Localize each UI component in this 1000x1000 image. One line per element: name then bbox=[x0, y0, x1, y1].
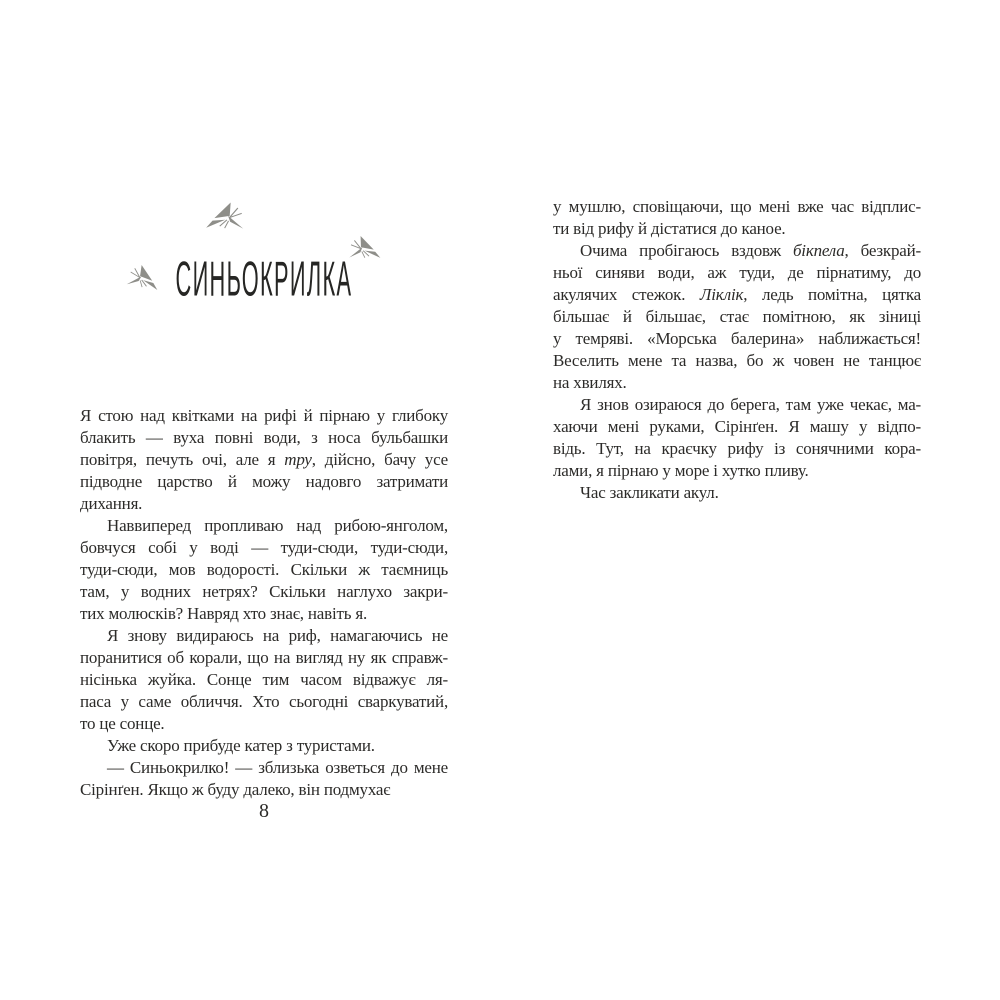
text-run: більшає й більшає, стає помітною, як зіниці bbox=[553, 307, 921, 326]
text-line bbox=[80, 647, 448, 669]
right-text-column bbox=[553, 196, 921, 504]
text-line bbox=[80, 625, 448, 647]
paragraph bbox=[553, 240, 921, 394]
text-line bbox=[80, 603, 448, 625]
text-run: тих молюсків? Навряд хто знає, навіть я. bbox=[80, 604, 367, 623]
text-line bbox=[80, 691, 448, 713]
text-line bbox=[553, 438, 921, 460]
italic-text-run: Ліклік bbox=[699, 285, 744, 304]
text-run: , ледь помітна, цятка bbox=[743, 285, 921, 304]
text-run: Сірінґен. Якщо ж буду далеко, він подмухає bbox=[80, 780, 391, 799]
text-run: повітря, печуть очі, але я bbox=[80, 450, 285, 469]
paragraph bbox=[553, 196, 921, 240]
text-run: , безкрай- bbox=[844, 241, 921, 260]
text-line bbox=[553, 350, 921, 372]
text-run: туди-сюди, мов водорості. Скільки ж таємниць bbox=[80, 560, 448, 579]
text-line bbox=[553, 394, 921, 416]
text-line bbox=[80, 515, 448, 537]
text-run: бовчуся собі у воді — туди-сюди, туди-сюди, bbox=[80, 538, 448, 557]
text-run: — Синьокрилко! — зблизька озветься до мене bbox=[107, 758, 448, 777]
text-line bbox=[553, 284, 921, 306]
text-line bbox=[80, 493, 448, 515]
text-line bbox=[80, 757, 448, 779]
text-run: поранитися об корали, що на вигляд ну як справж- bbox=[80, 648, 448, 667]
text-run: то це сонце. bbox=[80, 714, 165, 733]
text-line bbox=[80, 713, 448, 735]
text-run: у темряві. «Морська балерина» наближається! bbox=[553, 329, 921, 348]
paragraph bbox=[80, 405, 448, 515]
text-line bbox=[80, 779, 448, 801]
text-run: ти від рифу й дістатися до каное. bbox=[553, 219, 786, 238]
paragraph bbox=[553, 482, 921, 504]
text-run: відь. Тут, на краєчку рифу із сонячними кора- bbox=[553, 439, 921, 458]
text-line bbox=[553, 416, 921, 438]
text-run: Веселить мене та назва, бо ж човен не танцює bbox=[553, 351, 921, 370]
text-line bbox=[80, 581, 448, 603]
text-run: Я знов озираюся до берега, там уже чекає, ма- bbox=[580, 395, 921, 414]
chapter-title-block bbox=[80, 250, 448, 306]
text-line bbox=[80, 559, 448, 581]
italic-text-run: бікпела bbox=[792, 241, 845, 260]
text-run: дихання. bbox=[80, 494, 143, 513]
text-run: Наввиперед пропливаю над рибою-янголом, bbox=[107, 516, 448, 535]
text-run: ньої синяви води, аж туди, де пірнатиму, до bbox=[553, 263, 921, 282]
text-run: Уже скоро прибуде катер з туристами. bbox=[107, 736, 375, 755]
text-line bbox=[80, 669, 448, 691]
text-run: блакить — вуха повні води, з носа бульбашки bbox=[80, 428, 448, 447]
text-line bbox=[553, 240, 921, 262]
paragraph bbox=[80, 735, 448, 757]
text-run: Очима пробігаюсь вздовж bbox=[580, 241, 793, 260]
text-run: акулячих стежок. bbox=[553, 285, 700, 304]
text-line bbox=[553, 372, 921, 394]
italic-text-run: тру bbox=[284, 450, 312, 469]
chapter-title: СИНЬОКРИЛКА bbox=[175, 250, 353, 306]
text-line bbox=[80, 449, 448, 471]
text-line bbox=[553, 328, 921, 350]
paragraph bbox=[80, 625, 448, 735]
text-line bbox=[80, 735, 448, 757]
text-run: лами, я пірнаю у море і хутко пливу. bbox=[553, 461, 809, 480]
text-line bbox=[553, 482, 921, 504]
text-run: Час закликати акул. bbox=[580, 483, 719, 502]
text-line bbox=[553, 262, 921, 284]
text-line bbox=[80, 537, 448, 559]
text-run: хаючи мені руками, Сірінґен. Я машу у відпо- bbox=[553, 417, 921, 436]
text-run: , дійсно, бачу усе bbox=[311, 450, 448, 469]
paragraph bbox=[80, 515, 448, 625]
text-run: паса у саме обличчя. Хто сьогодні сваркуватий, bbox=[80, 692, 448, 711]
text-run: нісінька жуйка. Сонце тим часом відважує ля- bbox=[80, 670, 448, 689]
text-line bbox=[553, 306, 921, 328]
text-run: у мушлю, сповіщаючи, що мені вже час відплис- bbox=[553, 197, 921, 216]
dragonfly-icon bbox=[206, 199, 245, 234]
text-line bbox=[553, 218, 921, 240]
paragraph bbox=[80, 757, 448, 801]
text-run: на хвилях. bbox=[553, 373, 627, 392]
text-run: Я стою над квітками на рифі й пірнаю у глибоку bbox=[80, 406, 448, 425]
left-text-column bbox=[80, 405, 448, 801]
text-line bbox=[80, 427, 448, 449]
text-run: там, у водних нетрях? Скільки наглухо закри- bbox=[80, 582, 448, 601]
paragraph bbox=[553, 394, 921, 482]
text-line bbox=[80, 471, 448, 493]
text-line bbox=[553, 460, 921, 482]
text-line bbox=[553, 196, 921, 218]
page-number: 8 bbox=[259, 800, 269, 822]
text-line bbox=[80, 405, 448, 427]
text-run: підводне царство й можу надовго затримати bbox=[80, 472, 448, 491]
text-run: Я знову видираюсь на риф, намагаючись не bbox=[107, 626, 448, 645]
